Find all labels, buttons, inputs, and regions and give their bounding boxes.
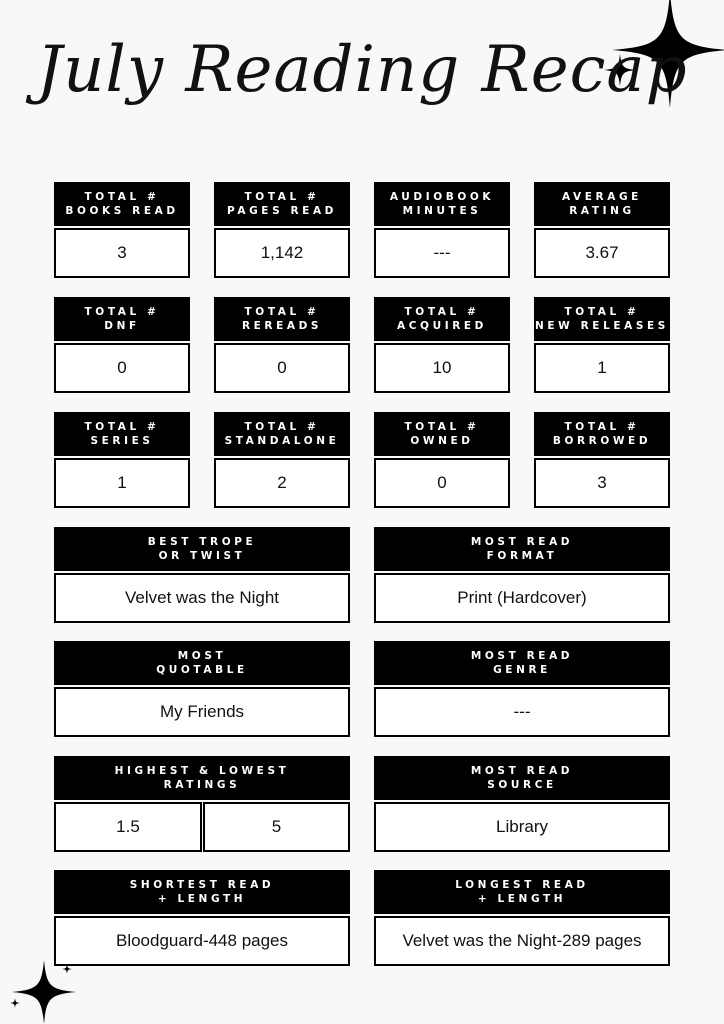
stat-pages-read xyxy=(214,182,350,280)
header-line-2: RATING xyxy=(569,205,635,217)
stat-value: 10 xyxy=(374,343,510,393)
stat-new-releases xyxy=(534,297,670,395)
card-value: --- xyxy=(374,687,670,737)
card-value: Library xyxy=(374,802,670,852)
stat-header xyxy=(54,412,190,456)
stat-owned xyxy=(374,412,510,510)
stat-value: 0 xyxy=(54,343,190,393)
stat-value: 1,142 xyxy=(214,228,350,278)
header-line-1: BEST TROPE xyxy=(147,536,257,548)
shortest-read-card xyxy=(54,870,350,968)
stat-rereads xyxy=(214,297,350,395)
header-line-1: TOTAL # xyxy=(244,421,320,433)
header-line-2: QUOTABLE xyxy=(156,664,248,676)
stat-value: 3 xyxy=(534,458,670,508)
header-line-1: LONGEST READ xyxy=(455,879,589,891)
header-line-2: GENRE xyxy=(493,664,551,676)
card-header xyxy=(54,641,350,685)
stat-value: --- xyxy=(374,228,510,278)
best-trope-card xyxy=(54,527,350,625)
header-line-2: SERIES xyxy=(90,435,154,447)
header-line-1: HIGHEST & LOWEST xyxy=(114,765,290,777)
stat-header xyxy=(534,182,670,226)
highest-rating-value: 5 xyxy=(203,802,350,852)
stat-value: 2 xyxy=(214,458,350,508)
stat-header xyxy=(374,182,510,226)
header-line-2: PAGES READ xyxy=(227,205,337,217)
stat-value: 0 xyxy=(214,343,350,393)
header-line-2: OR TWIST xyxy=(158,550,246,562)
stat-borrowed xyxy=(534,412,670,510)
header-line-1: TOTAL # xyxy=(84,421,160,433)
most-read-genre-card xyxy=(374,641,670,739)
header-line-1: AVERAGE xyxy=(562,191,642,203)
header-line-1: TOTAL # xyxy=(84,191,160,203)
card-value: Velvet was the Night-289 pages xyxy=(374,916,670,966)
stat-acquired xyxy=(374,297,510,395)
header-line-2: NEW RELEASES xyxy=(535,320,669,332)
header-line-1: SHORTEST READ xyxy=(129,879,275,891)
header-line-2: BORROWED xyxy=(552,435,652,447)
stat-header xyxy=(534,412,670,456)
card-value: Print (Hardcover) xyxy=(374,573,670,623)
stat-standalone xyxy=(214,412,350,510)
header-line-1: TOTAL # xyxy=(244,191,320,203)
card-header xyxy=(374,870,670,914)
header-line-1: TOTAL # xyxy=(84,306,160,318)
header-line-1: MOST READ xyxy=(470,536,574,548)
stat-header xyxy=(54,297,190,341)
card-value: Bloodguard-448 pages xyxy=(54,916,350,966)
stat-header xyxy=(214,297,350,341)
card-value: My Friends xyxy=(54,687,350,737)
header-line-2: BOOKS READ xyxy=(65,205,179,217)
lowest-rating-value: 1.5 xyxy=(54,802,202,852)
stat-value: 1 xyxy=(54,458,190,508)
header-line-1: AUDIOBOOK xyxy=(389,191,495,203)
most-quotable-card xyxy=(54,641,350,739)
header-line-1: TOTAL # xyxy=(564,306,640,318)
header-line-1: TOTAL # xyxy=(404,421,480,433)
header-line-2: STANDALONE xyxy=(224,435,340,447)
card-header xyxy=(374,527,670,571)
stat-dnf xyxy=(54,297,190,395)
sparkle-dot-icon xyxy=(10,998,20,1008)
stat-series xyxy=(54,412,190,510)
card-header xyxy=(54,756,350,800)
card-header xyxy=(54,870,350,914)
header-line-2: DNF xyxy=(104,320,140,332)
stat-header xyxy=(214,182,350,226)
card-header xyxy=(374,641,670,685)
stat-books-read xyxy=(54,182,190,280)
ratings-card xyxy=(54,756,350,854)
header-line-1: TOTAL # xyxy=(404,306,480,318)
header-line-2: FORMAT xyxy=(486,550,558,562)
stat-value: 3 xyxy=(54,228,190,278)
most-read-source-card xyxy=(374,756,670,854)
stat-value: 0 xyxy=(374,458,510,508)
stat-header xyxy=(374,297,510,341)
header-line-1: TOTAL # xyxy=(564,421,640,433)
stat-header xyxy=(214,412,350,456)
header-line-2: + LENGTH xyxy=(157,893,247,905)
card-header xyxy=(374,756,670,800)
header-line-2: MINUTES xyxy=(402,205,482,217)
stat-header xyxy=(534,297,670,341)
most-read-format-card xyxy=(374,527,670,625)
stat-average-rating xyxy=(534,182,670,280)
longest-read-card xyxy=(374,870,670,968)
header-line-2: OWNED xyxy=(410,435,474,447)
card-header xyxy=(54,527,350,571)
stat-header xyxy=(374,412,510,456)
stat-value: 1 xyxy=(534,343,670,393)
header-line-1: MOST READ xyxy=(470,765,574,777)
stat-header xyxy=(54,182,190,226)
header-line-2: REREADS xyxy=(241,320,323,332)
header-line-1: MOST READ xyxy=(470,650,574,662)
header-line-2: RATINGS xyxy=(163,779,241,791)
card-value: Velvet was the Night xyxy=(54,573,350,623)
header-line-2: + LENGTH xyxy=(477,893,567,905)
header-line-1: MOST xyxy=(177,650,227,662)
header-line-1: TOTAL # xyxy=(244,306,320,318)
header-line-2: ACQUIRED xyxy=(397,320,487,332)
stat-audiobook-minutes xyxy=(374,182,510,280)
header-line-2: SOURCE xyxy=(487,779,557,791)
page-title: July Reading Recap xyxy=(36,33,688,107)
stat-value: 3.67 xyxy=(534,228,670,278)
